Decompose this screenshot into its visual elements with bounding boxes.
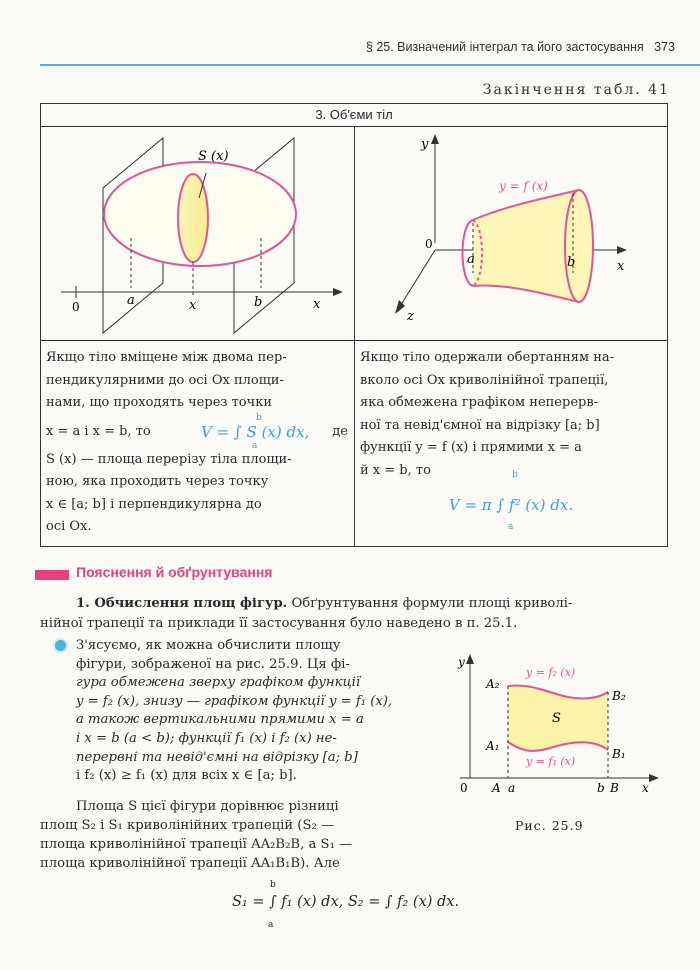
running-header: [330, 40, 675, 54]
label-curve: y = f (x): [499, 179, 548, 193]
p1-line-5: а також вертикальними прямими x = a: [76, 712, 364, 728]
p1-line-3: гура обмежена зверху графіком функції: [76, 675, 361, 691]
fig-label-B2: B₂: [612, 689, 626, 703]
label-section: S (x): [198, 149, 229, 164]
right-limit-lower: a: [508, 522, 514, 532]
p2-line-2: площ S₂ і S₁ криволінійних трапецій (S₂ —: [40, 818, 335, 833]
revolution-formula: V = π ∫ f² (x) dx.: [448, 496, 574, 514]
label-a: a: [467, 252, 475, 267]
page-number: 373: [654, 40, 675, 54]
label-b: b: [567, 255, 576, 270]
p1-line-7: перервні та невід'ємні на відрізку [a; b]: [76, 749, 358, 765]
label-axis-z: z: [407, 309, 414, 324]
header-rule: [40, 64, 700, 66]
fig-label-A: A: [492, 781, 501, 795]
p2-line-3: площа криволінійної трапеції AA₂B₂B, а S₁ —: [40, 837, 353, 852]
label-y: y: [421, 137, 429, 152]
left-line-4-post: де: [332, 423, 348, 439]
left-limit-upper: b: [256, 412, 262, 423]
fig-label-zero: 0: [460, 781, 468, 795]
figure-25-9: [450, 650, 665, 800]
subheading: 1. Обчислення площ фігур.: [76, 596, 288, 611]
intro-paragraph: [76, 594, 666, 613]
left-line-1: Якщо тіло вміщене між двома пер-: [46, 350, 287, 365]
left-cell-text: [46, 347, 348, 539]
fig-label-f2: y = f₂ (x): [526, 666, 576, 679]
fig-label-f1: y = f₁ (x): [526, 755, 576, 768]
paragraph-1: [76, 637, 436, 786]
header-section-title: § 25. Визначений інтеграл та його застосування: [365, 40, 644, 54]
label-origin: 0: [425, 237, 433, 251]
p2-line-1: Площа S цієї фігури дорівнює різниці: [76, 799, 339, 814]
left-limit-lower: a: [252, 440, 258, 451]
paragraph-2: [40, 797, 436, 873]
revolution-solid-figure: [355, 128, 667, 339]
fig-label-x: x: [642, 781, 649, 795]
label-axis-x: x: [313, 297, 321, 312]
p2-line-4: площа криволінійної трапеції AA₁B₁B). Але: [40, 856, 340, 871]
left-line-5: S (x) — площа перерізу тіла площи-: [46, 451, 292, 467]
right-line-3: яка обмежена графіком неперерв-: [360, 395, 599, 410]
table-heading: 3. Об'єми тіл: [40, 103, 668, 127]
right-line-6: й x = b, то: [360, 462, 431, 478]
p1-line-8: і f₂ (x) ≥ f₁ (x) для всіх x ∈ [a; b].: [76, 768, 297, 784]
left-formula-line: [46, 412, 348, 451]
left-line-3: нами, що проходять через точки: [46, 395, 273, 410]
label-b: b: [254, 295, 263, 310]
fig-label-a: a: [508, 781, 516, 795]
right-line-1: Якщо тіло одержали обертанням на-: [360, 350, 615, 365]
bottom-formula: S₁ = ∫ f₁ (x) dx, S₂ = ∫ f₂ (x) dx.: [232, 894, 460, 910]
p1-line-4: y = f₂ (x), знизу — графіком функції y = f₁ (x),: [76, 693, 393, 709]
right-cell-text: [360, 347, 662, 532]
left-line-2: пендикулярними до осі Ox площи-: [46, 372, 284, 388]
fig-label-A1: A₁: [486, 739, 500, 753]
label-zero: 0: [72, 300, 80, 314]
left-line-4-pre: x = a і x = b, то: [46, 423, 151, 439]
intro-line-2: нійної трапеції та приклади її застосування було наведено в п. 25.1.: [40, 616, 518, 631]
left-line-7: x ∈ [a; b] і перпендикулярна до: [46, 496, 262, 512]
p1-line-2: фігури, зображеної на рис. 25.9. Ця фі-: [76, 656, 350, 672]
fig-label-B: B: [610, 781, 619, 795]
volume-formula: V = ∫ S (x) dx,: [201, 422, 310, 441]
fig-label-S: S: [552, 711, 561, 726]
section-marker: [35, 570, 69, 580]
p1-line-6: і x = b (a < b); функції f₁ (x) і f₂ (x) не-: [76, 730, 337, 746]
intro-rest: Обґрунтування формули площі криволі-: [291, 596, 573, 611]
fig-label-y: y: [458, 655, 465, 669]
fig-label-B1: B₁: [612, 747, 626, 761]
label-x: x: [189, 298, 197, 313]
table-row-divider: [40, 340, 668, 341]
right-line-5: функції y = f (x) і прямими x = a: [360, 440, 582, 455]
bullet-icon: [55, 640, 66, 651]
section-title: Пояснення й обґрунтування: [76, 564, 273, 580]
left-line-8: осі Ox.: [46, 519, 92, 534]
bottom-limit-upper: b: [270, 880, 276, 890]
bottom-limit-lower: a: [268, 920, 274, 930]
right-line-2: вколо осі Ox криволінійної трапеції,: [360, 372, 609, 388]
fig-label-A2: A₂: [486, 677, 500, 691]
table-caption: Закінчення табл. 41: [482, 82, 670, 98]
label-a: a: [127, 293, 135, 308]
right-line-4: ної та невід'ємної на відрізку [a; b]: [360, 417, 600, 433]
right-limit-upper: b: [512, 470, 518, 480]
fig-label-b: b: [597, 781, 605, 795]
cross-section: [178, 174, 208, 262]
label-axis-x: x: [617, 259, 625, 274]
figure-caption: Рис. 25.9: [515, 818, 584, 833]
p1-line-1: З'ясуємо, як можна обчислити площу: [76, 638, 341, 653]
volume-cross-section-figure: [41, 128, 353, 339]
left-line-6: ною, яка проходить через точку: [46, 474, 269, 489]
